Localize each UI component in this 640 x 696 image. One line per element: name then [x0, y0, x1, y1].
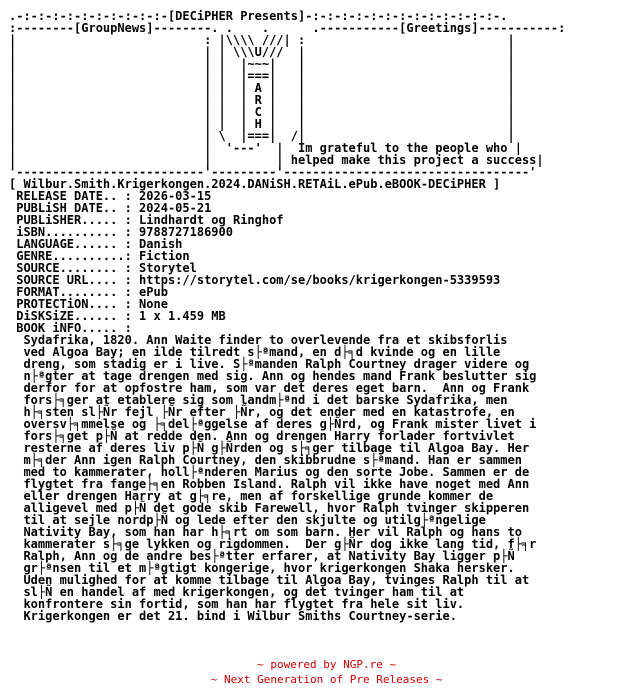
nfo-line: Nativity Bay, som han har h├╕rt om som barn. Her vil Ralph og hans to [9, 525, 522, 539]
nfo-line: | | | |~~~| | | [9, 57, 515, 71]
nfo-line: | | | | R | | | [9, 93, 515, 107]
nfo-line: til at sejle nordp├Ñ og lede efter den skjulte og utilg├ªngelige [9, 513, 486, 527]
nfo-line: FORMAT........ : ePub [9, 285, 168, 299]
nfo-line: PUBLiSH DATE.. : 2024-05-21 [9, 201, 212, 215]
nfo-line: | | | | C | | | [9, 105, 515, 119]
tagline-link[interactable]: ~ Next Generation of Pre Releases ~ [210, 673, 443, 686]
nfo-line: eller drengen Harry at g├╕re, men af forskellige grunde kommer de [9, 489, 494, 503]
nfo-line: [ Wilbur.Smith.Krigerkongen.2024.DANiSH.RETAiL.ePub.eBOOK-DECiPHER ] [9, 177, 501, 191]
nfo-line: konfrontere sin fortid, som han har flygtet fra hele sit liv. [9, 597, 465, 611]
nfo-line: flygtet fra fange├╕en Robben Island. Ralph vil ikke have noget med Ann [9, 477, 530, 491]
nfo-line: PROTECTiON.... : None [9, 297, 168, 311]
nfo-line: BOOK iNFO..... : [9, 321, 132, 335]
nfo-line: h├╕sten sl├Ñr fejl ├Ñr efter ├Ñr, og det ender med en katastrofe, en [9, 405, 515, 419]
nfo-line: | | | helped make this project a success| [9, 153, 544, 167]
nfo-line: sl├Ñ en handel af med krigerkongen, og det tvinger ham til at [9, 585, 465, 599]
nfo-text-block [9, 10, 565, 622]
nfo-line: DiSKSiZE...... : 1 x 1.459 MB [9, 309, 226, 323]
nfo-line: LANGUAGE...... : Danish [9, 237, 183, 251]
nfo-line: | | | |===| | | [9, 69, 515, 83]
nfo-line: fors├╕get p├Ñ at redde den. Ann og drengen Harry forlader fortvivlet [9, 429, 515, 443]
nfo-line: | | | \\\U/// | | [9, 45, 515, 59]
nfo-line: | | \ |===| /| | [9, 129, 515, 143]
nfo-line: resterne af deres liv p├Ñ g├Ñrden og s├╕ger tilbage til Algoa Bay. Her [9, 441, 530, 455]
nfo-line: SOURCE........ : Storytel [9, 261, 197, 275]
nfo-line: alligevel med p├Ñ det gode skib Farewell, hvor Ralph tvinger skipperen [9, 501, 530, 515]
nfo-line: iSBN.......... : 9788727186900 [9, 225, 233, 239]
nfo-line: GENRE..........: Fiction [9, 249, 190, 263]
nfo-line: oversv├╕mmelse og ├╕del├ªggelse af deres g├Ñrd, og Frank mister livet i [9, 417, 537, 431]
nfo-line: m├╕der Ann igen Ralph Courtney, den skibbrudne s├ªmand. Han er sammen [9, 453, 522, 467]
nfo-line: gr├ªnsen til et m├ªgtigt kongerige, hvor krigerkongen Shaka hersker. [9, 561, 515, 575]
nfo-line: dreng, som stadig er i live. S├ªmanden Ralph Courtney drager videre og [9, 357, 530, 371]
nfo-line: :--------[GroupNews]--------. . . .-----------[Greetings]-----------: [9, 21, 566, 35]
nfo-line: fors├╕ger at etablere sig som landm├ªnd i det barske Sydafrika, men [9, 393, 508, 407]
nfo-line: RELEASE DATE.. : 2026-03-15 [9, 189, 212, 203]
nfo-line: PUBLiSHER..... : Lindhardt og Ringhof [9, 213, 284, 227]
nfo-line: Uden mulighed for at komme tilbage til Algoa Bay, tvinges Ralph til at [9, 573, 530, 587]
nfo-line: derfor for at opfostre ham, som var det deres eget barn. Ann og Frank [9, 381, 530, 395]
nfo-line: | | '---' | Im grateful to the people who | [9, 141, 522, 155]
nfo-line: | | | | A | | | [9, 81, 515, 95]
nfo-line: n├ªgter at tage drengen med sig. Ann og hendes mand Frank beslutter sig [9, 369, 537, 383]
nfo-line: '--------------------------'---------'----------------------------------' [9, 165, 537, 179]
nfo-line: .-:-:-:-:-:-:-:-:-:-:-[DECiPHER Presents]-:-:-:-:-:-:-:-:-:-:-:-:-:-. [9, 9, 508, 23]
nfo-line: | : |\\\\ ///| : | [9, 33, 515, 47]
nfo-line: med to kammerater, holl├ªnderen Marius og den sorte Jobe. Sammen er de [9, 465, 530, 479]
nfo-line: Ralph, Ann og de andre bes├ªtter erfarer, at Nativity Bay ligger p├Ñ [9, 549, 515, 563]
powered-by-link[interactable]: ~ powered by NGP.re ~ [257, 658, 397, 671]
nfo-line: ved Algoa Bay; en ilde tilredt s├ªmand, en d├╕d kvinde og en lille [9, 345, 501, 359]
footer-tagline-line [0, 659, 640, 687]
nfo-line: Krigerkongen er det 21. bind i Wilbur Smiths Courtney-serie. [9, 609, 457, 623]
nfo-line: | | | | H | | | [9, 117, 515, 131]
nfo-line: kammerater s├╕ge lykken og rigdommen. Der g├Ñr dog ikke lang tid, f├╕r [9, 537, 537, 551]
nfo-line: SOURCE URL.... : https://storytel.com/se/books/krigerkongen-5339593 [9, 273, 501, 287]
nfo-line: Sydafrika, 1820. Ann Waite finder to overlevende fra et skibsforlis [9, 333, 508, 347]
